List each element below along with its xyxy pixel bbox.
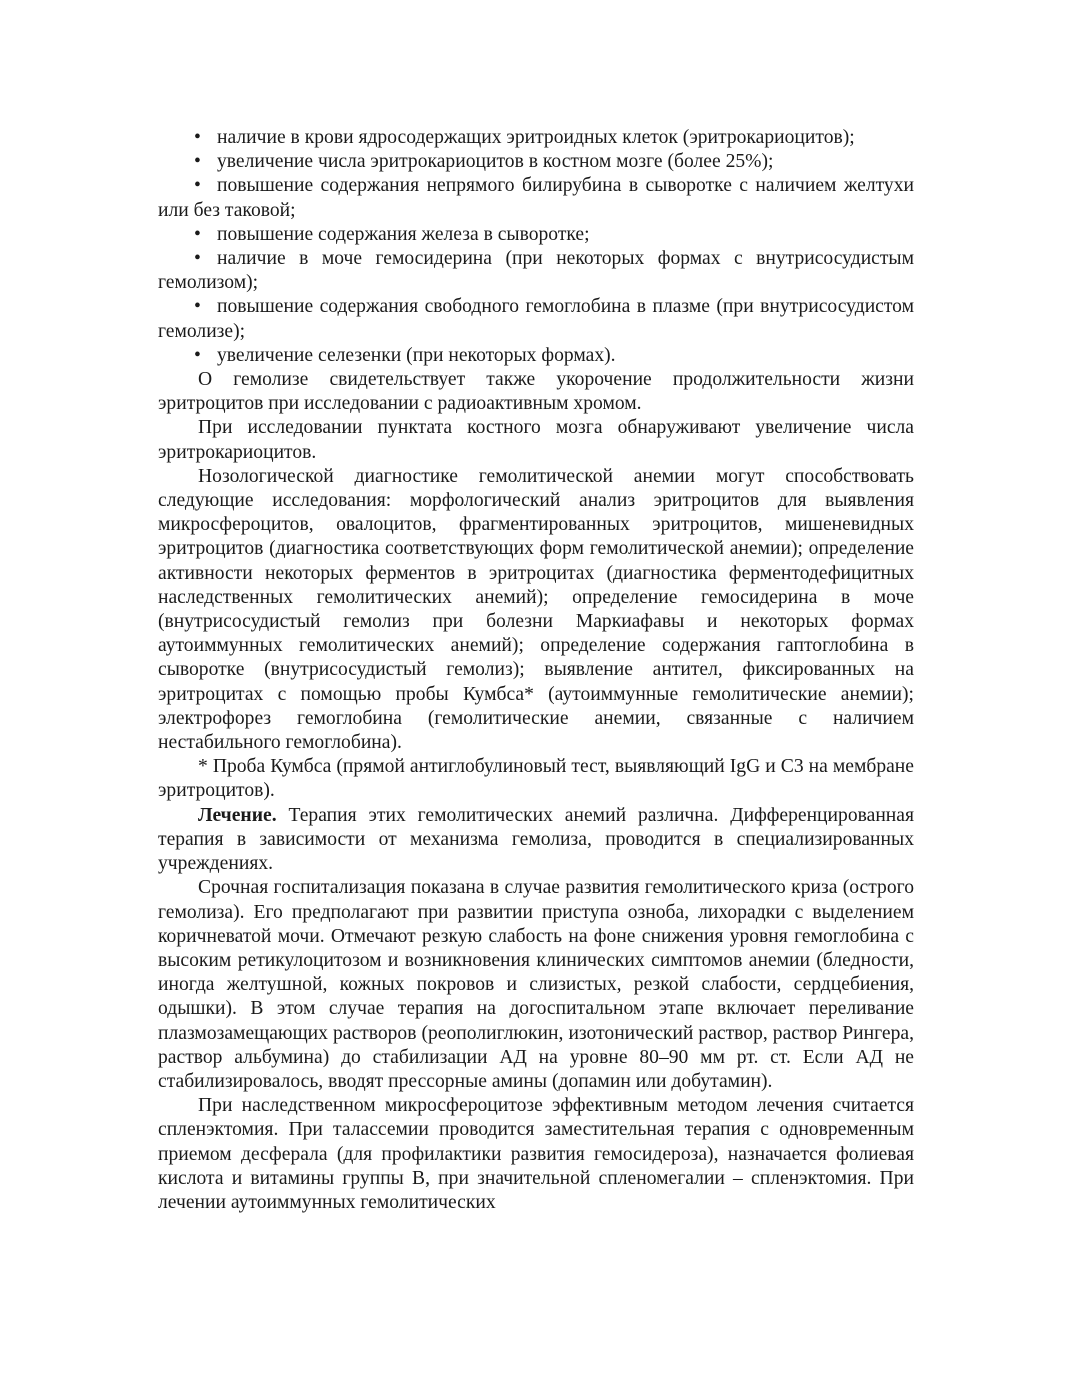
bullet-icon: •	[194, 223, 201, 245]
document-page	[158, 126, 914, 1215]
paragraph-microspherocytosis: При наследственном микросфероцитозе эффективным методом лечения считается спленэктомия. При талассемии проводится заместительная терапия с одновременным приемом десферала (для профилактики развития гемосидероза), назначается фолиевая кислота и витамины группы В, при значительной спленомегалии – спленэктомия. При лечении аутоиммунных гемолитических	[158, 1095, 914, 1213]
bullet-item-1	[158, 126, 914, 150]
bullet-icon: •	[194, 175, 201, 197]
paragraph-bone-marrow: При исследовании пунктата костного мозга обнаруживают увеличение числа эритрокариоцитов.	[158, 417, 914, 463]
bullet-text: повышение содержания свободного гемоглобина в плазме (при внутрисосудистом гемолизе);	[158, 296, 914, 342]
bullet-text: наличие в крови ядросодержащих эритроидных клеток (эритрокариоцитов);	[217, 127, 855, 148]
bullet-item-3	[158, 174, 914, 222]
paragraph-hemolysis-chromium: О гемолизе свидетельствует также укорочение продолжительности жизни эритроцитов при исследовании с радиоактивным хромом.	[158, 369, 914, 415]
section-heading-treatment: Лечение.	[198, 804, 277, 826]
bullet-icon: •	[194, 296, 201, 318]
bullet-text: повышение содержания железа в сыворотке;	[217, 223, 590, 245]
bullet-text: наличие в моче гемосидерина (при некоторых формах с внутрисосудистым гемолизом);	[158, 248, 914, 294]
bullet-item-5	[158, 247, 914, 295]
bullet-text: повышение содержания непрямого билирубина в сыворотке с наличием желтухи или без таковой;	[158, 175, 914, 221]
paragraph-nosological-diagnosis: Нозологической диагностике гемолитической анемии могут способствовать следующие исследования: морфологический анализ эритроцитов для выявления микросфероцитов, овалоцитов, фрагментированных эритроцитов, мишеневидных эритроцитов (диагностика соответствующих форм гемолитической анемии); определение активности некоторых ферментов в эритроцитах (диагностика ферментодефицитных наследственных гемолитических анемий); определение гемосидерина в моче (внутрисосудистый гемолиз при болезни Маркиафавы и некоторых формах аутоиммунных гемолитических анемий); определение содержания гаптоглобина в сыворотке (внутрисосудистый гемолиз); выявление антител, фиксированных на эритроцитах с помощью пробы Кумбса* (аутоиммунные гемолитические анемии); электрофорез гемоглобина (гемолитические анемии, связанные с наличием нестабильного гемоглобина).	[158, 465, 914, 754]
bullet-icon: •	[194, 151, 201, 173]
bullet-text: увеличение числа эритрокариоцитов в костном мозге (более 25%);	[217, 151, 774, 173]
bullet-item-7	[158, 344, 914, 368]
footnote-coombs-test: * Проба Кумбса (прямой антиглобулиновый тест, выявляющий IgG и C3 на мембране эритроцитов).	[158, 756, 914, 802]
bullet-icon: •	[194, 248, 201, 270]
bullet-item-4	[158, 223, 914, 247]
paragraph-treatment	[158, 804, 914, 877]
bullet-item-6	[158, 295, 914, 343]
bullet-icon: •	[194, 344, 201, 366]
bullet-text: увеличение селезенки (при некоторых формах).	[217, 344, 616, 366]
bullet-icon: •	[194, 127, 201, 148]
bullet-item-2	[158, 150, 914, 174]
paragraph-treatment-text: Терапия этих гемолитических анемий различна. Дифференцированная терапия в зависимости от механизма гемолиза, проводится в специализированных учреждениях.	[158, 804, 914, 875]
paragraph-hospitalization: Срочная госпитализация показана в случае развития гемолитического криза (острого гемолиза). Его предполагают при развитии приступа озноба, лихорадки с выделением коричневатой мочи. Отмечают резкую слабость на фоне снижения уровня гемоглобина с высоким ретикулоцитозом и возникновения клинических симптомов анемии (бледности, иногда желтушной, кожных покровов и слизистых, резкой слабости, сердцебиения, одышки). В этом случае терапия на догоспитальном этапе включает переливание плазмозамещающих растворов (реополиглюкин, изотонический раствор, раствор Рингера, раствор альбумина) до стабилизации АД на уровне 80–90 мм рт. ст. Если АД не стабилизировалось, вводят прессорные амины (допамин или добутамин).	[158, 877, 914, 1092]
